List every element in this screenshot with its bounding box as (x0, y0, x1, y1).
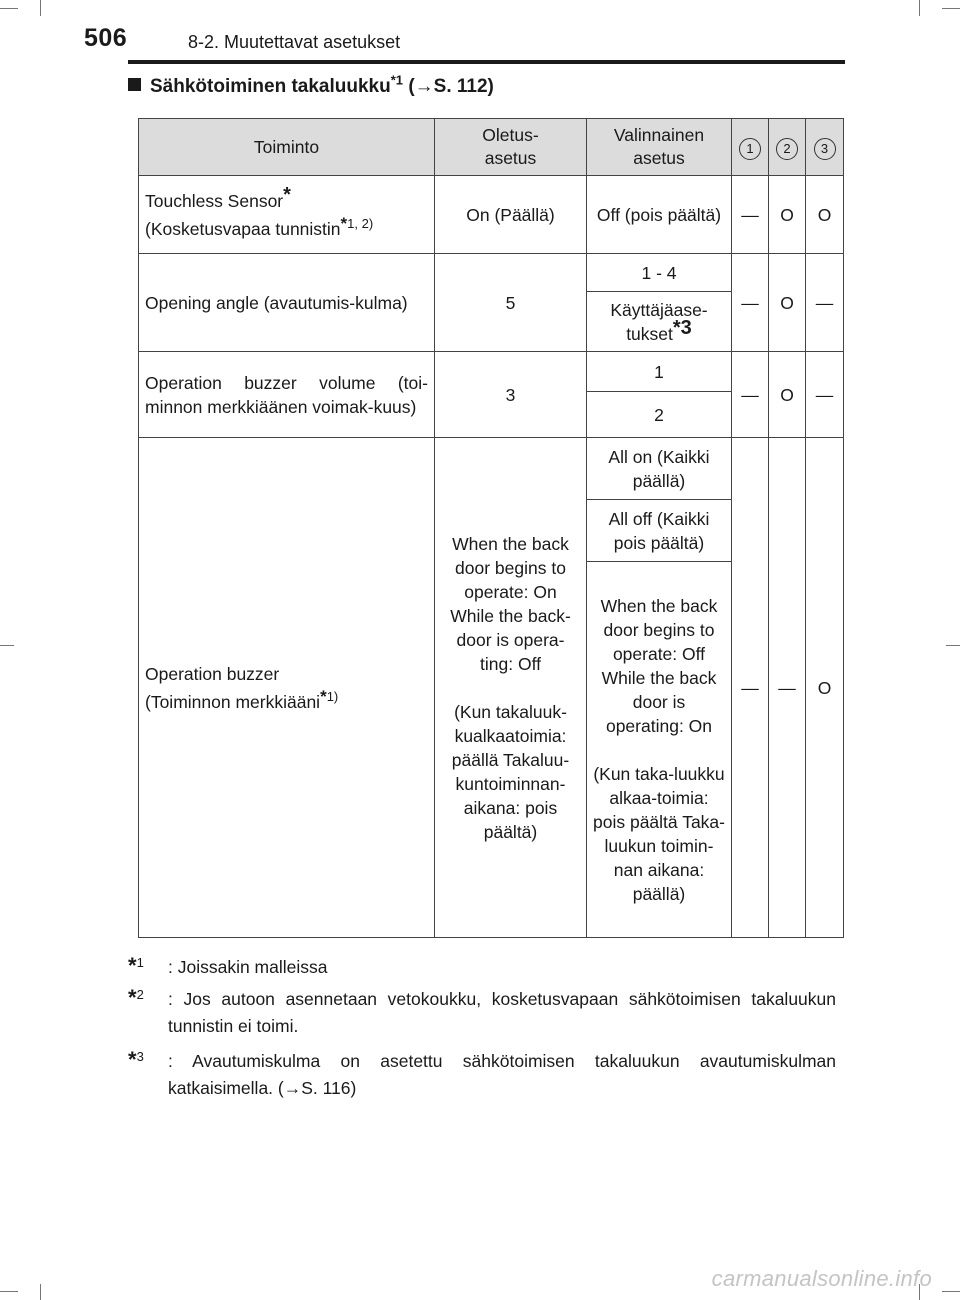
mark-cell: O (769, 254, 806, 352)
footnote: *$^3$ : Avautumiskulma on asetettu sähkötoimisen takaluukun avautumiskulman katkaisimella. (→S. 116) (128, 1047, 836, 1098)
mark-cell: O (806, 438, 844, 938)
function-cell: Touchless Sensor* (Kosketusvapaa tunnistin*$^{1, 2)}$ (139, 176, 435, 254)
crop-mark (942, 1291, 960, 1292)
mark-cell: — (806, 352, 844, 438)
table-row (139, 438, 844, 500)
watermark: carmanualsonline.info (711, 1266, 932, 1291)
arrow-right-icon: → (414, 76, 434, 97)
crop-mark (40, 0, 41, 16)
option-cell: All off (Kaikki pois päältä) (587, 500, 732, 562)
option-cell: Off (pois päältä) (587, 176, 732, 254)
circle-2-icon: 2 (776, 138, 798, 160)
mark-cell: — (732, 254, 769, 352)
note-mark: * (340, 213, 348, 233)
mark-cell: — (732, 438, 769, 938)
header-col2 (769, 119, 806, 176)
mark-cell: — (806, 254, 844, 352)
mark-cell: O (769, 176, 806, 254)
section-title: Sähkötoiminen takaluukku (150, 76, 391, 97)
header-optional: Valinnainen asetus (587, 119, 732, 176)
mark-cell: O (806, 176, 844, 254)
option-cell: Käyttäjäase-tukset*3 (587, 292, 732, 352)
table-header-row (139, 119, 844, 176)
mark-cell: — (769, 438, 806, 938)
crop-mark (946, 645, 960, 646)
section-heading: Sähkötoiminen takaluukku$^{*1}$ (→S. 112) (128, 76, 494, 98)
header-default: Oletus-asetus (435, 119, 587, 176)
crop-mark (919, 0, 920, 16)
default-cell: On (Päällä) (435, 176, 587, 254)
circle-1-icon: 1 (739, 138, 761, 160)
crop-mark (942, 8, 960, 9)
default-cell: When the back door begins to operate: On While the back-door is opera-ting: Off (Kun takaluuk-kualkaatoimia: päällä Takaluu-kuntoiminnan-aikana: pois päältä) (435, 438, 587, 938)
option-cell: 1 (587, 352, 732, 392)
crop-mark (40, 1284, 41, 1300)
circle-3-icon: 3 (814, 138, 836, 160)
table-row (139, 352, 844, 392)
default-cell: 3 (435, 352, 587, 438)
footnote: *$^2$ : Jos autoon asennetaan vetokoukku, kosketusvapaan sähkötoimisen takaluukun tunnistin ei toimi. (128, 985, 836, 1036)
option-cell: 1 - 4 (587, 254, 732, 292)
section-title-note: *1 (390, 72, 404, 88)
function-cell: Opening angle (avautumis-kulma) (139, 254, 435, 352)
square-bullet-icon (128, 78, 141, 91)
header-function: Toiminto (139, 119, 435, 176)
mark-cell: O (769, 352, 806, 438)
option-cell: When the back door begins to operate: Off While the back door is operating: On (Kun taka-luukku alkaa-toimia: pois päältä Taka-luukun toimin-nan aikana: päällä) (587, 562, 732, 938)
function-cell: Operation buzzer (Toiminnon merkkiääni*$^{1)}$ (139, 438, 435, 938)
option-cell: All on (Kaikki päällä) (587, 438, 732, 500)
crop-mark (0, 645, 14, 646)
mark-cell: — (732, 176, 769, 254)
note-mark: * (320, 686, 327, 706)
default-cell: 5 (435, 254, 587, 352)
mark-cell: — (732, 352, 769, 438)
crop-mark (0, 1291, 18, 1292)
footnote: *$^1$ : Joissakin malleissa (128, 953, 328, 978)
header-col3 (806, 119, 844, 176)
header-col1 (732, 119, 769, 176)
function-cell: Operation buzzer volume (toi-minnon merkkiäänen voimak-kuus) (139, 352, 435, 438)
settings-table (138, 118, 844, 938)
header-rule (128, 60, 845, 64)
crop-mark (0, 8, 18, 9)
table-row (139, 254, 844, 292)
page-number: 506 (84, 24, 128, 52)
option-cell: 2 (587, 392, 732, 438)
section-ref: S. 112) (433, 76, 494, 97)
chapter-title: 8-2. Muutettavat asetukset (188, 32, 401, 52)
table-row (139, 176, 844, 254)
